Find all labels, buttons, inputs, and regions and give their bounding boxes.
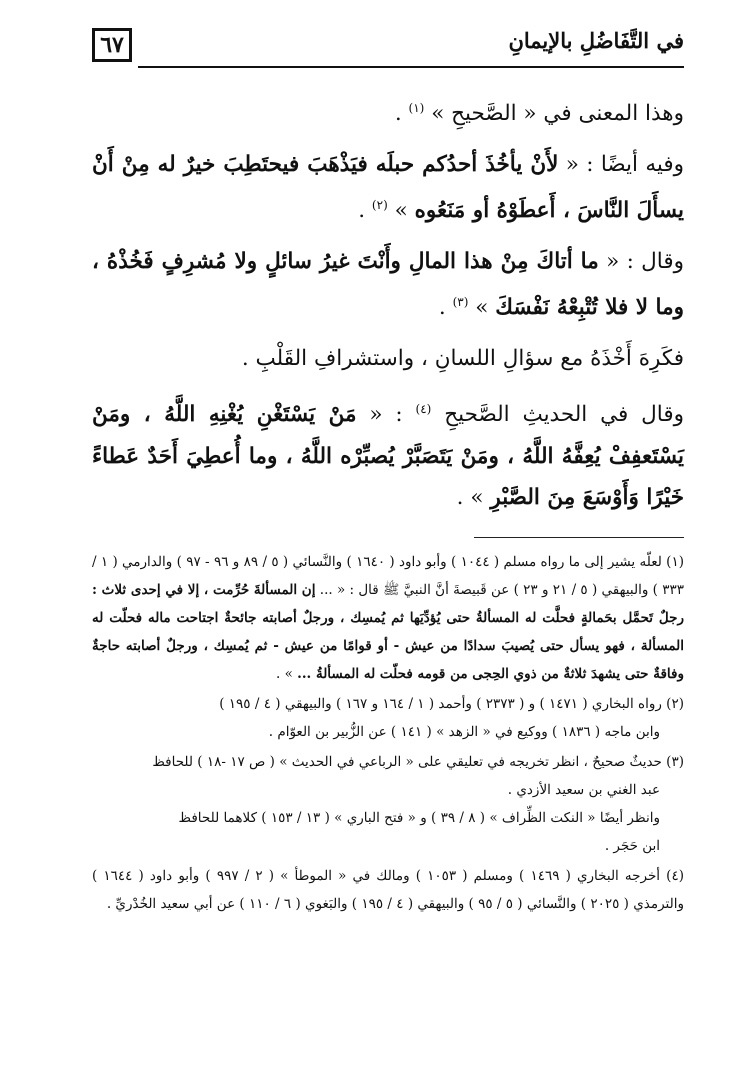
footnote-ref-3: (٣)	[452, 295, 469, 310]
page-header	[92, 24, 684, 68]
footnote-3	[92, 748, 684, 860]
paragraph-2-end: .	[358, 198, 372, 224]
paragraph-5-end: » .	[456, 484, 491, 510]
page-number-text: ٦٧	[100, 32, 124, 58]
footnote-ref-2: (٢)	[371, 198, 388, 213]
paragraph-2-intro: وفيه أيضًا : «	[558, 152, 684, 178]
paragraph-3-end: .	[438, 295, 453, 321]
footnote-1	[92, 548, 684, 688]
main-text	[92, 88, 684, 528]
footnote-3-extra-cont: ابن حَجَر .	[604, 838, 660, 854]
paragraph-3-intro: وقال : «	[598, 249, 684, 275]
footnote-1-quote: إن المسألةَ حُرِّمت ، إلا في إحدى ثلاث : رجلٌ تَحمَّل بحَمالةٍ فحلَّت له المسألةُ حتى يُؤدِّيَها ثم يُمسِك ، ورجلٌ أصابته جائحةٌ اجتاحت ماله فحلّت له المسألة ، فهو يسأل حتى يُصيبَ سدادًا من عيش - أو قوامًا من عيش - ثم يُمسِك ، ورجلٌ أصابته حاجةٌ وفاقةٌ حتى يشهدَ ثلاثةٌ من ذوي الحِجى من قومه فحلّت له المسألةُ ...	[91, 582, 684, 682]
footnote-3-text: (٣) حديثٌ صحيحٌ ، انظر تخريجه في تعليقي على « الرباعي في الحديث » ( ص ١٧ -١٨ ) للحافظ	[152, 754, 684, 770]
paragraph-4: فكَرِهَ أَخْذَهُ مع سؤالِ اللسانِ ، واستشرافِ القَلْبِ .	[241, 346, 684, 372]
footnote-1-end: » .	[276, 666, 298, 682]
footnote-ref-1: (١)	[408, 101, 425, 115]
footnote-2	[92, 690, 684, 746]
paragraph-3-close: »	[468, 295, 496, 321]
footnote-3-extra: وانظر أيضًا « النكت الظِّراف » ( ٨ / ٣٩ ) و « فتح الباري » ( ١٣ / ١٥٣ ) كلاهما للحافظ	[178, 810, 660, 826]
paragraph-3	[92, 241, 684, 328]
hadith-quote-2: ما أتاكَ مِنْ هذا المالِ وأَنْتَ غيرُ سائلٍ ولا مُشرِفٍ فَخُذْهُ ، وما لا فلا تُتْبِعْهُ نَفْسَكَ	[92, 249, 684, 321]
paragraph-5-intro: وقال في الحديثِ الصَّحيحِ	[431, 402, 684, 428]
running-title: في التَّفَاضُلِ بالإيمانِ	[508, 28, 684, 53]
page-number	[92, 28, 132, 62]
footnotes	[92, 548, 684, 920]
paragraph-1-text: وهذا المعنى في « الصَّحيحِ »	[424, 101, 684, 127]
hadith-quote-1: لأَنْ يأخُذَ أحدُكم حبلَه فيَذْهَبَ فيحتَطِبَ خيرٌ له مِنْ أَنْ يسأَلَ النَّاسَ ، أَعطَوْهُ أو مَنَعُوه	[92, 152, 684, 224]
paragraph-1-end: .	[394, 101, 409, 127]
hadith-quote-3: مَنْ يَسْتَغْنِ يُغْنِهِ اللَّهُ ، ومَنْ يَسْتَعفِفْ يُعِفَّهُ اللَّهُ ، ومَنْ يَتَصَبَّرْ يُصبِّرْه اللَّهُ ، وما أُعطِيَ أَحَدٌ عَطاءً خَيْرًا وَأَوْسَعَ مِنَ الصَّبْرِ	[92, 402, 684, 510]
paragraph-2	[92, 144, 684, 231]
paragraph-1	[92, 88, 684, 134]
footnote-3-cont: عبد الغني بن سعيد الأزدي .	[507, 782, 660, 798]
paragraph-2-close: »	[387, 198, 415, 224]
footnote-ref-4: (٤)	[415, 402, 432, 417]
footnote-1-text: (١) لعلّه يشير إلى ما رواه مسلم ( ١٠٤٤ ) وأبو داود ( ١٦٤٠ ) والنَّسائي ( ٥ / ٨٩ و ٩٦ - ٩٧ ) والدارمي ( ١ / ٣٣٣ ) والبيهقي ( ٥ / ٢١ و ٢٣ ) عن قَبيصةَ أنَّ النبيَّ ﷺ قال : « ...	[92, 554, 684, 598]
footnote-separator	[474, 537, 684, 538]
paragraph-5-mid: : «	[356, 402, 416, 428]
footnote-2-text: (٢) رواه البخاري ( ١٤٧١ ) و ( ٢٣٧٣ ) وأحمد ( ١ / ١٦٤ و ١٦٧ ) والبيهقي ( ٤ / ١٩٥ )	[219, 696, 684, 712]
footnote-2-cont: وابن ماجه ( ١٨٣٦ ) ووكيع في « الزهد » ( ١٤١ ) عن الزُّبير بن العوّام .	[268, 724, 660, 740]
header-rule	[138, 66, 684, 68]
paragraph-5	[92, 389, 684, 517]
footnote-4: (٤) أخرجه البخاري ( ١٤٦٩ ) ومسلم ( ١٠٥٣ ) ومالك في « الموطأ » ( ٢ / ٩٩٧ ) وأبو داود ( ١٦٤٤ ) والترمذي ( ٢٠٢٥ ) والنَّسائي ( ٥ / ٩٥ ) والبيهقي ( ٤ / ١٩٥ ) والبَغوي ( ٦ / ١١٠ ) عن أبي سعيد الخُدْريِّ .	[92, 868, 684, 912]
